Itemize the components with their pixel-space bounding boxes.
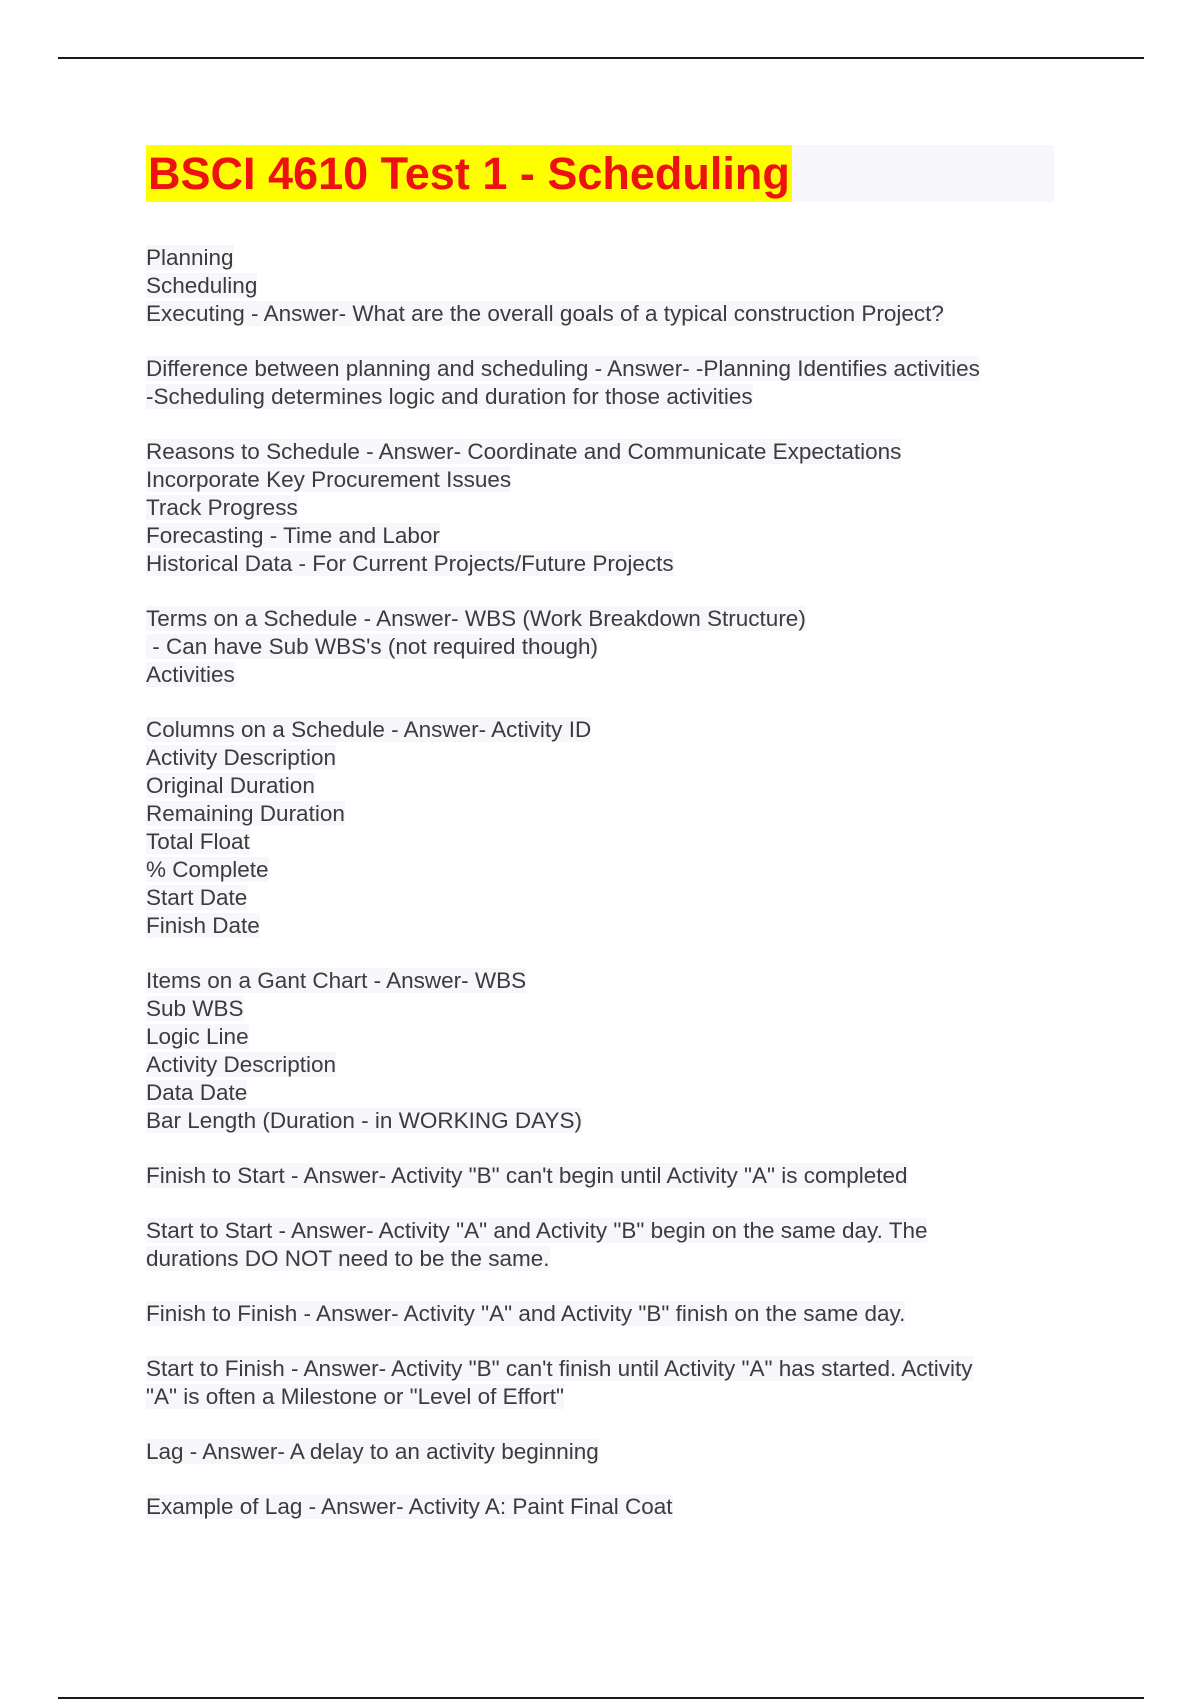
flashcard-line (146, 1383, 1066, 1411)
flashcard (146, 1438, 1066, 1466)
flashcard-text: Activity Description (146, 1052, 337, 1077)
flashcard-text: Planning (146, 245, 234, 270)
flashcard-line (146, 967, 1066, 995)
flashcard-line (146, 828, 1066, 856)
flashcard-text: Start to Start - Answer- Activity "A" and Activity "B" begin on the same day. The (146, 1218, 928, 1243)
flashcard-line (146, 995, 1066, 1023)
flashcard-line (146, 438, 1066, 466)
flashcard-text: -Scheduling determines logic and duration for those activities (146, 384, 753, 409)
flashcard-line (146, 1217, 1066, 1245)
flashcard-text: Start Date (146, 885, 248, 910)
flashcard-line (146, 1162, 1066, 1190)
flashcard-line (146, 800, 1066, 828)
flashcard-line (146, 605, 1066, 633)
flashcard (146, 1355, 1066, 1411)
flashcard-line (146, 1493, 1066, 1521)
flashcard (146, 1493, 1066, 1521)
flashcard-text: Sub WBS (146, 996, 244, 1021)
document-title: BSCI 4610 Test 1 - Scheduling (146, 145, 792, 202)
flashcard-text: Items on a Gant Chart - Answer- WBS (146, 968, 527, 993)
flashcard (146, 355, 1066, 411)
footer-rule (58, 1697, 1144, 1699)
flashcard-line (146, 550, 1066, 578)
flashcard-text: Executing - Answer- What are the overall goals of a typical construction Project? (146, 301, 944, 326)
flashcard-text: - Can have Sub WBS's (not required though) (146, 634, 599, 659)
flashcard-text: Logic Line (146, 1024, 249, 1049)
flashcard-text: Example of Lag - Answer- Activity A: Paint Final Coat (146, 1494, 673, 1519)
flashcard-text: Data Date (146, 1080, 248, 1105)
flashcard-line (146, 466, 1066, 494)
flashcard-text: Columns on a Schedule - Answer- Activity ID (146, 717, 592, 742)
flashcard-line (146, 355, 1066, 383)
flashcard-text: Remaining Duration (146, 801, 345, 826)
flashcard-text: Incorporate Key Procurement Issues (146, 467, 512, 492)
flashcard-line (146, 772, 1066, 800)
flashcard-line (146, 912, 1066, 940)
flashcard-text: Track Progress (146, 495, 298, 520)
flashcard-text: Difference between planning and scheduling - Answer- -Planning Identifies activities (146, 356, 980, 381)
flashcard-line (146, 1438, 1066, 1466)
flashcard-line (146, 522, 1066, 550)
flashcard-text: % Complete (146, 857, 269, 882)
flashcard-line (146, 1107, 1066, 1135)
flashcard-text: Scheduling (146, 273, 258, 298)
flashcard (146, 1217, 1066, 1273)
flashcard-text: Total Float (146, 829, 250, 854)
flashcard-line (146, 244, 1066, 272)
flashcard-text: Terms on a Schedule - Answer- WBS (Work Breakdown Structure) (146, 606, 806, 631)
flashcard-text: Finish to Finish - Answer- Activity "A" and Activity "B" finish on the same day. (146, 1301, 906, 1326)
flashcard-line (146, 716, 1066, 744)
flashcard (146, 716, 1066, 940)
flashcard-text: durations DO NOT need to be the same. (146, 1246, 550, 1271)
flashcard-list (146, 244, 1066, 1548)
flashcard-line (146, 300, 1066, 328)
flashcard (146, 967, 1066, 1135)
flashcard-line (146, 1245, 1066, 1273)
flashcard-line (146, 1051, 1066, 1079)
flashcard-line (146, 1355, 1066, 1383)
flashcard-line (146, 633, 1066, 661)
flashcard-text: Activity Description (146, 745, 337, 770)
header-rule (58, 57, 1144, 59)
flashcard-text: Bar Length (Duration - in WORKING DAYS) (146, 1108, 582, 1133)
flashcard-line (146, 661, 1066, 689)
flashcard-line (146, 1079, 1066, 1107)
flashcard-text: Historical Data - For Current Projects/Future Projects (146, 551, 674, 576)
flashcard (146, 605, 1066, 689)
flashcard (146, 244, 1066, 328)
flashcard-text: Lag - Answer- A delay to an activity beginning (146, 1439, 599, 1464)
flashcard (146, 1162, 1066, 1190)
flashcard-text: Finish Date (146, 913, 260, 938)
flashcard (146, 438, 1066, 578)
flashcard-text: Start to Finish - Answer- Activity "B" can't finish until Activity "A" has started. Activity (146, 1356, 973, 1381)
flashcard-text: Activities (146, 662, 235, 687)
flashcard-text: Forecasting - Time and Labor (146, 523, 440, 548)
flashcard-text: Reasons to Schedule - Answer- Coordinate and Communicate Expectations (146, 439, 902, 464)
flashcard-line (146, 856, 1066, 884)
flashcard (146, 1300, 1066, 1328)
flashcard-line (146, 1023, 1066, 1051)
flashcard-line (146, 494, 1066, 522)
flashcard-line (146, 744, 1066, 772)
flashcard-line (146, 884, 1066, 912)
flashcard-text: Finish to Start - Answer- Activity "B" can't begin until Activity "A" is completed (146, 1163, 908, 1188)
flashcard-line (146, 1300, 1066, 1328)
flashcard-line (146, 383, 1066, 411)
flashcard-text: "A" is often a Milestone or "Level of Effort" (146, 1384, 564, 1409)
flashcard-line (146, 272, 1066, 300)
flashcard-text: Original Duration (146, 773, 315, 798)
